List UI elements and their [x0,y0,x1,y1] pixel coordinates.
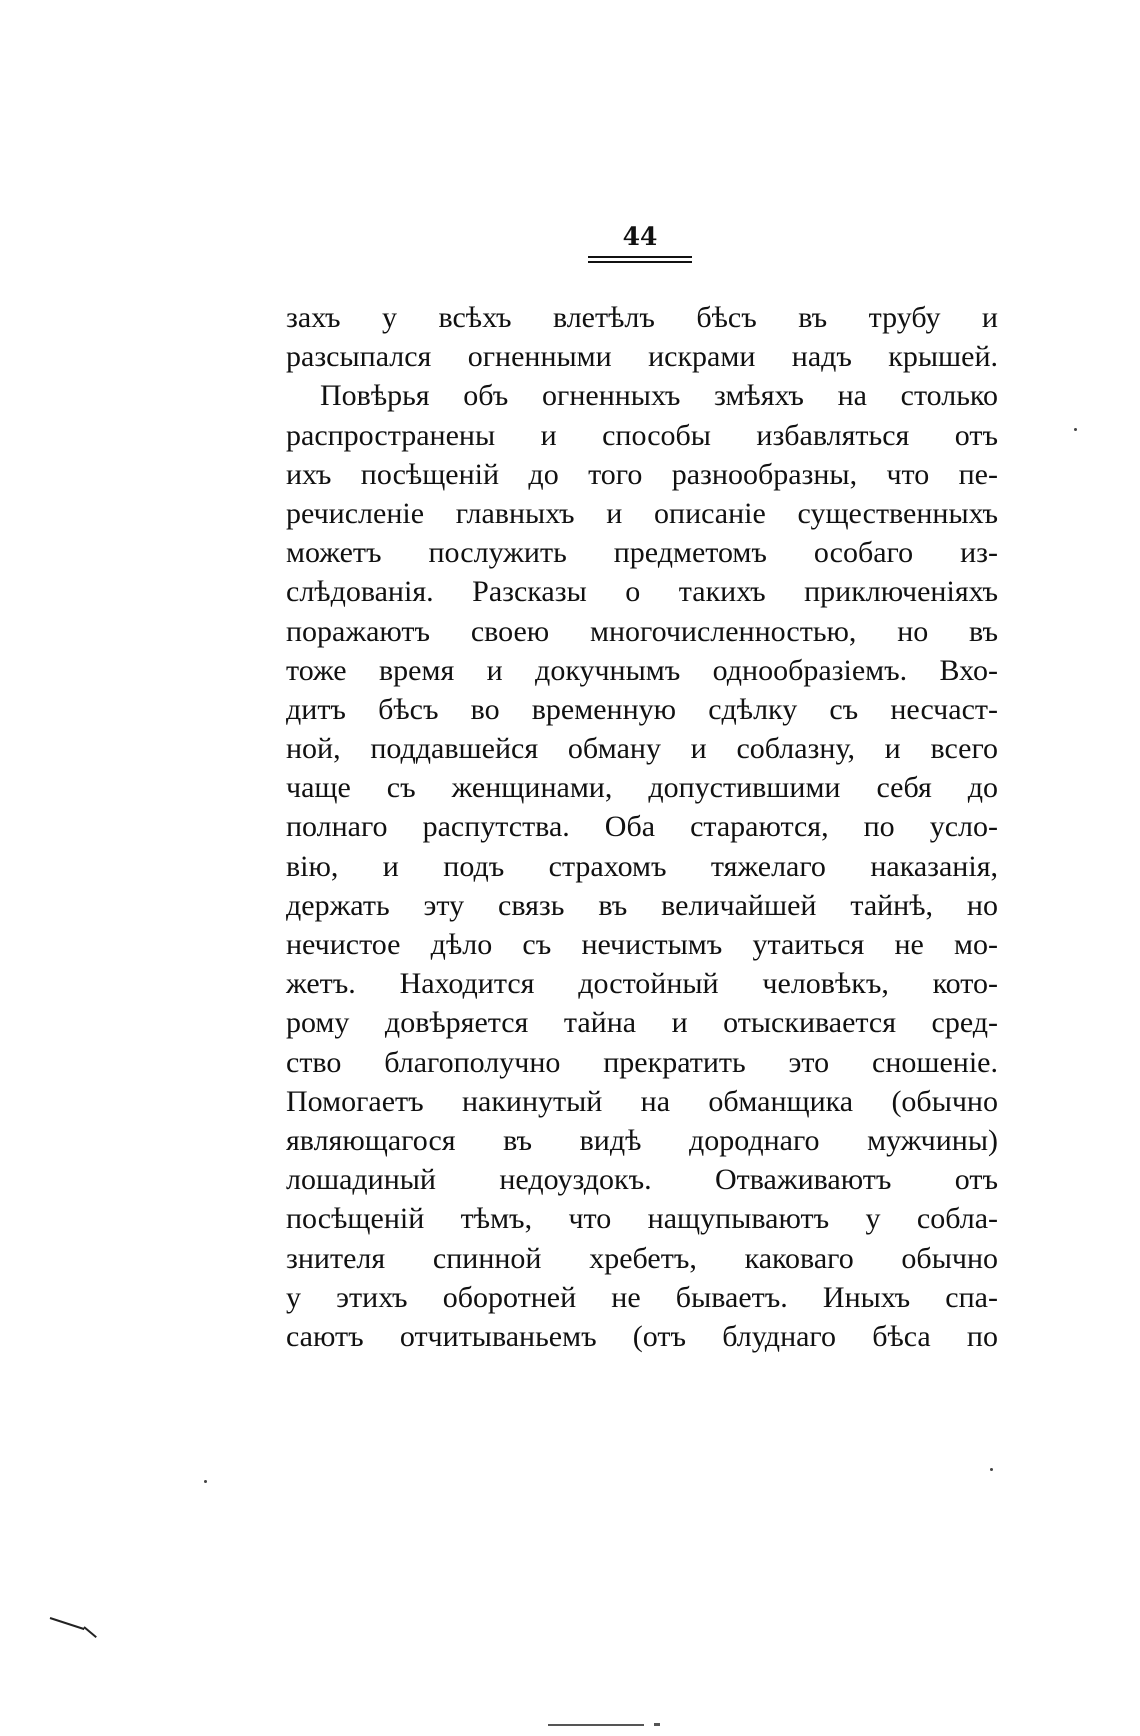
text-line: ихъ посѣщеній до того разнообразны, что пе- [286,457,998,491]
text-line: полнаго распутства. Оба стараются, по усло- [286,810,998,844]
body-text [286,298,998,1356]
page-number: 44 [622,222,658,251]
scan-mark-left [50,1617,85,1630]
text-line: рому довѣряется тайна и отыскивается сред- [286,1006,998,1040]
text-line: Повѣрья объ огненныхъ змѣяхъ на столько [320,379,998,413]
text-line: распространены и способы избавляться отъ [286,418,998,452]
text-line: тоже время и докучнымъ однообразіемъ. Вхо- [286,653,998,687]
text-line: дитъ бѣсъ во временную сдѣлку съ несчаст- [286,692,998,726]
text-line: знителя спинной хребетъ, каковаго обычно [286,1241,998,1275]
scan-mark-bottom [548,1724,644,1726]
page-number-rule-bottom [588,261,692,263]
scan-speck [1074,428,1077,431]
text-line: поражаютъ своею многочисленностью, но въ [286,614,998,648]
text-line: держать эту связь въ величайшей тайнѣ, но [286,888,998,922]
text-line: можетъ послужить предметомъ особаго из- [286,536,998,570]
text-line: нечистое дѣло съ нечистымъ утаиться не мо- [286,928,998,961]
text-line: являющагося въ видѣ дороднаго мужчины) [286,1123,998,1157]
scan-mark-left-tail [83,1626,97,1638]
text-line: захъ у всѣхъ влетѣлъ бѣсъ въ трубу и [286,301,998,334]
scan-speck [204,1480,207,1483]
text-line: ной, поддавшейся обману и соблазну, и всего [286,732,998,766]
text-line: саютъ отчитываньемъ (отъ блуднаго бѣса по [286,1319,998,1353]
text-line: слѣдованія. Разсказы о такихъ приключеніяхъ [286,575,998,609]
text-line: разсыпался огненными искрами надъ крышей. [286,340,998,374]
scan-speck [990,1468,993,1471]
text-line: вію, и подъ страхомъ тяжелаго наказанія, [286,849,998,883]
text-line: посѣщеній тѣмъ, что нащупываютъ у собла- [286,1202,998,1236]
scan-mark-bottom-dot [654,1723,660,1726]
text-line: Помогаетъ накинутый на обманщика (обычно [286,1084,998,1118]
text-line: ство благополучно прекратить это сношеніе. [286,1045,998,1079]
text-line: жетъ. Находится достойный человѣкъ, кото- [286,967,998,1001]
text-line: чаще съ женщинами, допустившими себя до [286,771,998,805]
text-line: речисленіе главныхъ и описаніе существенныхъ [286,496,998,530]
text-line: у этихъ оборотней не бываетъ. Иныхъ спа- [286,1280,998,1314]
text-line: лошадиный недоуздокъ. Отваживаютъ отъ [286,1163,998,1197]
page-number-rule-top [588,256,692,258]
